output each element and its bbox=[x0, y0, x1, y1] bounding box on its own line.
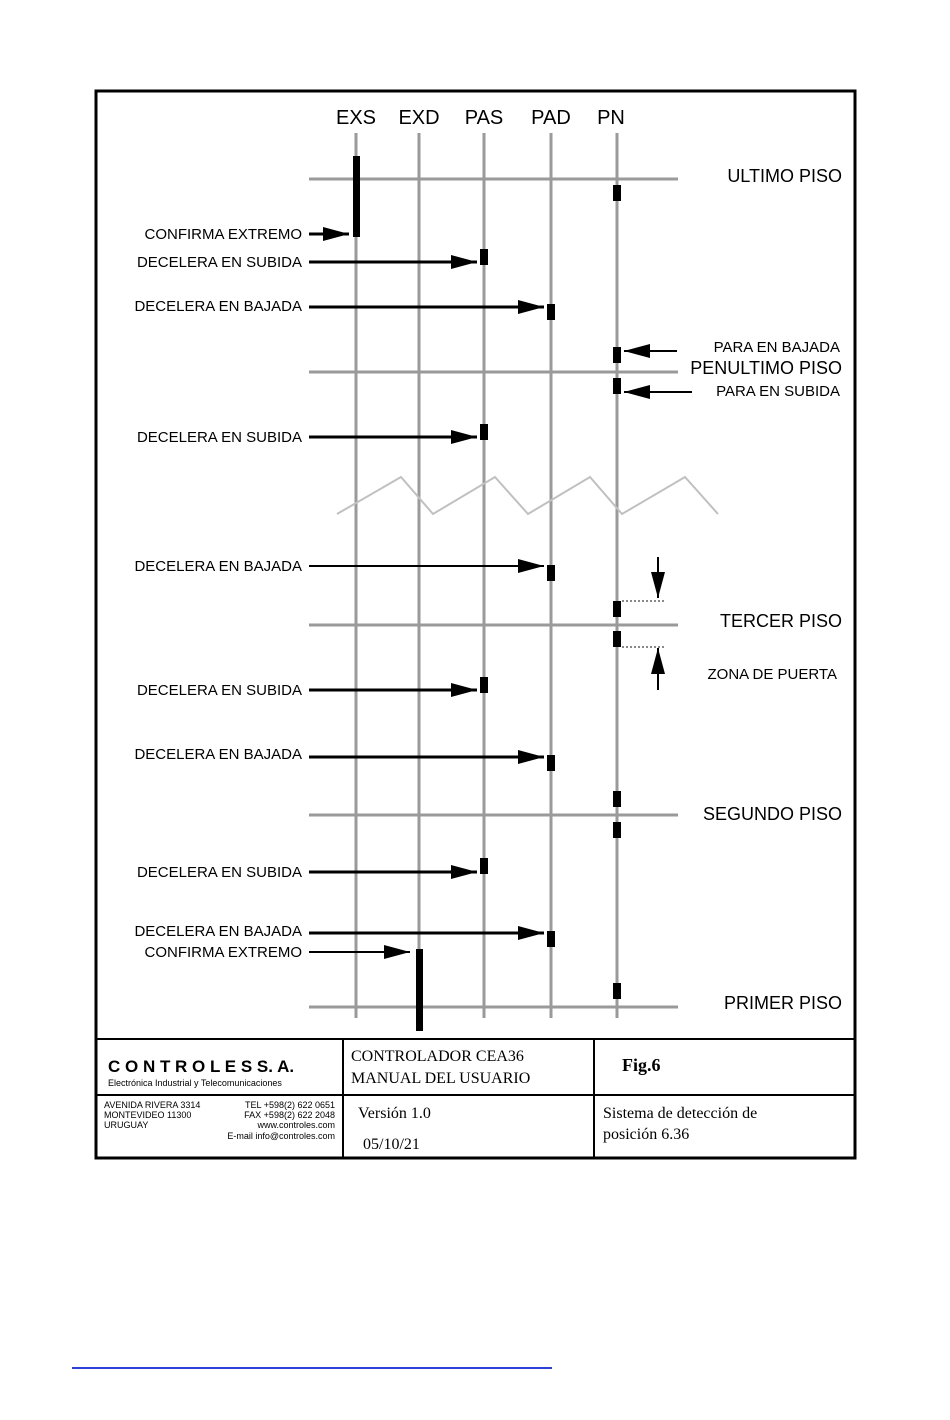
floor-label-segundo: SEGUNDO PISO bbox=[702, 804, 842, 824]
phone-number: TEL +598(2) 622 0651 bbox=[245, 1100, 335, 1110]
label-decelera-bajada: DECELERA EN BAJADA bbox=[134, 923, 302, 940]
pad-mark bbox=[547, 304, 555, 320]
label-decelera-subida: DECELERA EN SUBIDA bbox=[136, 682, 302, 699]
column-label-pas: PAS bbox=[464, 107, 504, 129]
label-decelera-bajada: DECELERA EN BAJADA bbox=[134, 558, 302, 575]
exs-upper-extreme-bar bbox=[353, 156, 360, 237]
pas-mark bbox=[480, 858, 488, 874]
label-confirma-extremo-bottom: CONFIRMA EXTREMO bbox=[144, 944, 302, 961]
pas-mark bbox=[480, 249, 488, 265]
floor-lines bbox=[309, 179, 678, 1007]
product-name: CONTROLADOR CEA36 bbox=[351, 1048, 524, 1065]
pn-mark bbox=[613, 185, 621, 201]
label-decelera-subida: DECELERA EN SUBIDA bbox=[136, 429, 302, 446]
label-para-subida: PARA EN SUBIDA bbox=[716, 383, 840, 400]
floor-label-tercer: TERCER PISO bbox=[719, 611, 842, 631]
address-line-3: URUGUAY bbox=[104, 1120, 149, 1130]
label-decelera-subida: DECELERA EN SUBIDA bbox=[136, 254, 302, 271]
shaft-lines bbox=[356, 133, 617, 1018]
pn-mark bbox=[613, 347, 621, 363]
column-label-exd: EXD bbox=[398, 107, 440, 129]
pn-mark bbox=[613, 983, 621, 999]
version-label: Versión 1.0 bbox=[358, 1105, 431, 1122]
pas-mark bbox=[480, 424, 488, 440]
address-line-1: AVENIDA RIVERA 3314 bbox=[104, 1100, 201, 1110]
figure-number: Fig.6 bbox=[622, 1055, 661, 1075]
pad-mark bbox=[547, 931, 555, 947]
exd-lower-extreme-bar bbox=[416, 949, 423, 1031]
email: E-mail info@controles.com bbox=[227, 1131, 335, 1141]
label-para-bajada: PARA EN BAJADA bbox=[713, 339, 840, 356]
label-decelera-bajada: DECELERA EN BAJADA bbox=[134, 298, 302, 315]
pad-mark bbox=[547, 565, 555, 581]
arrows bbox=[309, 234, 692, 952]
pn-mark bbox=[613, 631, 621, 647]
floor-label-ultimo: ULTIMO PISO bbox=[727, 166, 842, 186]
label-zona-puerta: ZONA DE PUERTA bbox=[707, 666, 837, 683]
pad-mark bbox=[547, 755, 555, 771]
pas-mark bbox=[480, 677, 488, 693]
floor-label-penultimo: PENULTIMO PISO bbox=[690, 358, 842, 378]
pn-mark bbox=[613, 791, 621, 807]
fax-number: FAX +598(2) 622 2048 bbox=[244, 1110, 335, 1120]
figure-description-line-2: posición 6.36 bbox=[603, 1126, 690, 1143]
sensor-marks bbox=[353, 156, 621, 1031]
label-confirma-extremo-top: CONFIRMA EXTREMO bbox=[144, 226, 302, 243]
footnote-separator-line bbox=[72, 1367, 552, 1369]
manual-title: MANUAL DEL USUARIO bbox=[351, 1070, 531, 1087]
break-zigzag bbox=[337, 477, 718, 514]
document-date: 05/10/21 bbox=[363, 1136, 420, 1153]
pn-mark bbox=[613, 822, 621, 838]
floor-label-primer: PRIMER PISO bbox=[723, 993, 842, 1013]
website: www.controles.com bbox=[257, 1120, 335, 1130]
column-label-pn: PN bbox=[597, 107, 625, 129]
column-label-exs: EXS bbox=[335, 107, 377, 129]
pn-mark bbox=[613, 601, 621, 617]
column-label-pad: PAD bbox=[531, 107, 571, 129]
address-line-2: MONTEVIDEO 11300 bbox=[104, 1110, 192, 1120]
company-name: C O N T R O L E S S. A. bbox=[108, 1057, 295, 1076]
label-decelera-bajada: DECELERA EN BAJADA bbox=[134, 746, 302, 763]
pn-mark bbox=[613, 378, 621, 394]
figure-description-line-1: Sistema de detección de bbox=[603, 1105, 758, 1122]
company-subtitle: Electrónica Industrial y Telecomunicaciones bbox=[108, 1078, 282, 1088]
label-decelera-subida: DECELERA EN SUBIDA bbox=[136, 864, 302, 881]
